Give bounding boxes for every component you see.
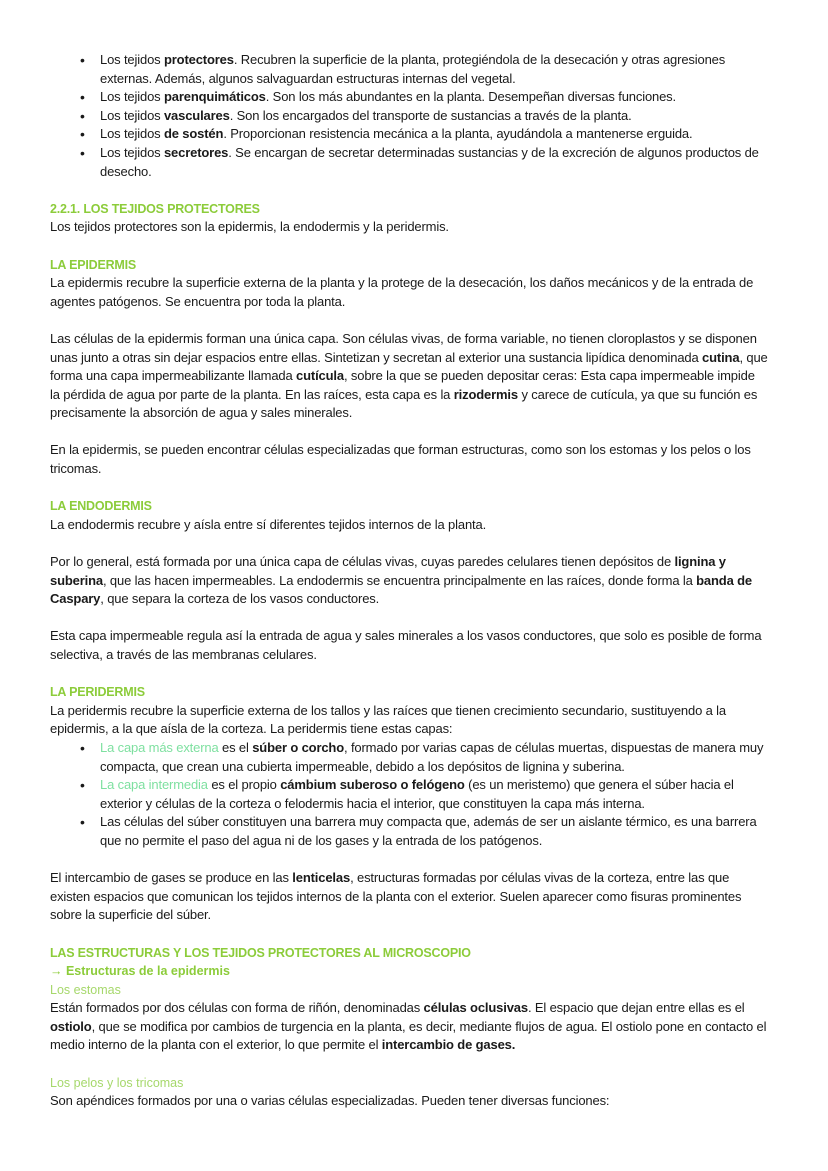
list-item: • Los tejidos protectores. Recubren la superficie de la planta, protegiéndola de la desecación y otras agresiones externas. Además, algunos salvaguardan estructuras internas del vegetal. (50, 51, 768, 88)
paragraph: Esta capa impermeable regula así la entrada de agua y sales minerales a los vasos conductores, que solo es posible de forma selectiva, a través de las membranas celulares. (50, 628, 762, 662)
section-heading-epidermis: LA EPIDERMIS (50, 257, 137, 272)
section-heading-endodermis: LA ENDODERMIS (50, 499, 152, 514)
section-heading-microscopio: LAS ESTRUCTURAS Y LOS TEJIDOS PROTECTORES AL MICROSCOPIO (50, 945, 471, 960)
list-item: • Las células del súber constituyen una barrera muy compacta que, además de ser un aislante térmico, es una barrera que no permite el paso del agua ni de los gases y la entrada de los patógenos. (50, 813, 768, 850)
list-item: • La capa intermedia es el propio cámbium suberoso o felógeno (es un meristemo) que genera el súber hacia el exterior y células de la corteza o felodermis hacia el interior, que constituyen la capa más interna. (50, 776, 768, 813)
paragraph: En la epidermis, se pueden encontrar células especializadas que forman estructuras, como son los estomas y los pelos o los tricomas. (50, 442, 751, 477)
subheading-estructuras-epidermis: → Estructuras de la epidermis (50, 964, 230, 979)
paragraph: El intercambio de gases se produce en las lenticelas, estructuras formadas por células vivas de la corteza, entre las que existen espacios que comunican los tejidos internos de la planta con el exterior. Suelen aparecer como fisuras prominentes sobre la superficie del súber. (50, 870, 742, 923)
list-item: • Los tejidos vasculares. Son los encargados del transporte de sustancias a través de la planta. (50, 107, 768, 126)
peridermis-layers-list (50, 739, 768, 851)
list-item: • Los tejidos parenquimáticos. Son los más abundantes en la planta. Desempeñan diversas funciones. (50, 88, 768, 107)
list-item: • Los tejidos secretores. Se encargan de secretar determinadas sustancias y de la excreción de algunos productos de desecho. (50, 144, 768, 181)
paragraph: Las células de la epidermis forman una única capa. Son células vivas, de forma variable, no tienen cloroplastos y se disponen unas junto a otras sin dejar espacios entre ellas. Sintetizan y secretan al exterior una sustancia lipídica denominada cutina, que forma una capa impermeabilizante llamada cutícula, sobre la que se pueden depositar ceras: Esta capa impermeable impide la pérdida de agua por parte de la planta. En las raíces, esta capa es la rizodermis y carece de cutícula, ya que su función es precisamente la absorción de agua y sales minerales. (50, 330, 768, 421)
paragraph: La epidermis recubre la superficie externa de la planta y la protege de la desecación, los daños mecánicos y de la entrada de agentes patógenos. Se encuentra por toda la planta. (50, 275, 754, 309)
paragraph: La endodermis recubre y aísla entre sí diferentes tejidos internos de la planta. (50, 516, 487, 532)
paragraph: Están formados por dos células con forma de riñón, denominadas células oclusivas. El espacio que dejan entre ellas es el ostiolo, que se modifica por cambios de turgencia en la planta, es decir, mediante flujos de agua. El ostiolo pone en contacto el medio interno de la planta con el exterior, lo que permite el intercambio de gases. (50, 1000, 767, 1053)
paragraph: Son apéndices formados por una o varias células especializadas. Pueden tener diversas funciones: (50, 1093, 610, 1109)
tissue-types-list (50, 51, 768, 181)
paragraph: Por lo general, está formada por una única capa de células vivas, cuyas paredes celulares tienen depósitos de lignina y suberina, que las hacen impermeables. La endodermis se encuentra principalmente en las raíces, donde forma la banda de Caspary, que separa la corteza de los vasos conductores. (50, 554, 753, 607)
subheading-estomas: Los estomas (50, 982, 121, 997)
paragraph: Los tejidos protectores son la epidermis, la endodermis y la peridermis. (50, 219, 449, 235)
section-heading-peridermis: LA PERIDERMIS (50, 685, 145, 700)
paragraph: La peridermis recubre la superficie externa de los tallos y las raíces que tienen crecimiento secundario, sustituyendo a la epidermis, a la que aísla de la corteza. La peridermis tiene estas capas: (50, 702, 726, 737)
section-heading-tejidos-protectores: 2.2.1. LOS TEJIDOS PROTECTORES (50, 201, 260, 216)
list-item: • La capa más externa es el súber o corcho, formado por varias capas de células muertas, dispuestas de manera muy compacta, que crean una cubierta impermeable, debido a los depósitos de lignina y suberina. (50, 739, 768, 776)
subheading-pelos-tricomas: Los pelos y los tricomas (50, 1075, 184, 1090)
list-item: • Los tejidos de sostén. Proporcionan resistencia mecánica a la planta, ayudándola a mantenerse erguida. (50, 125, 768, 144)
